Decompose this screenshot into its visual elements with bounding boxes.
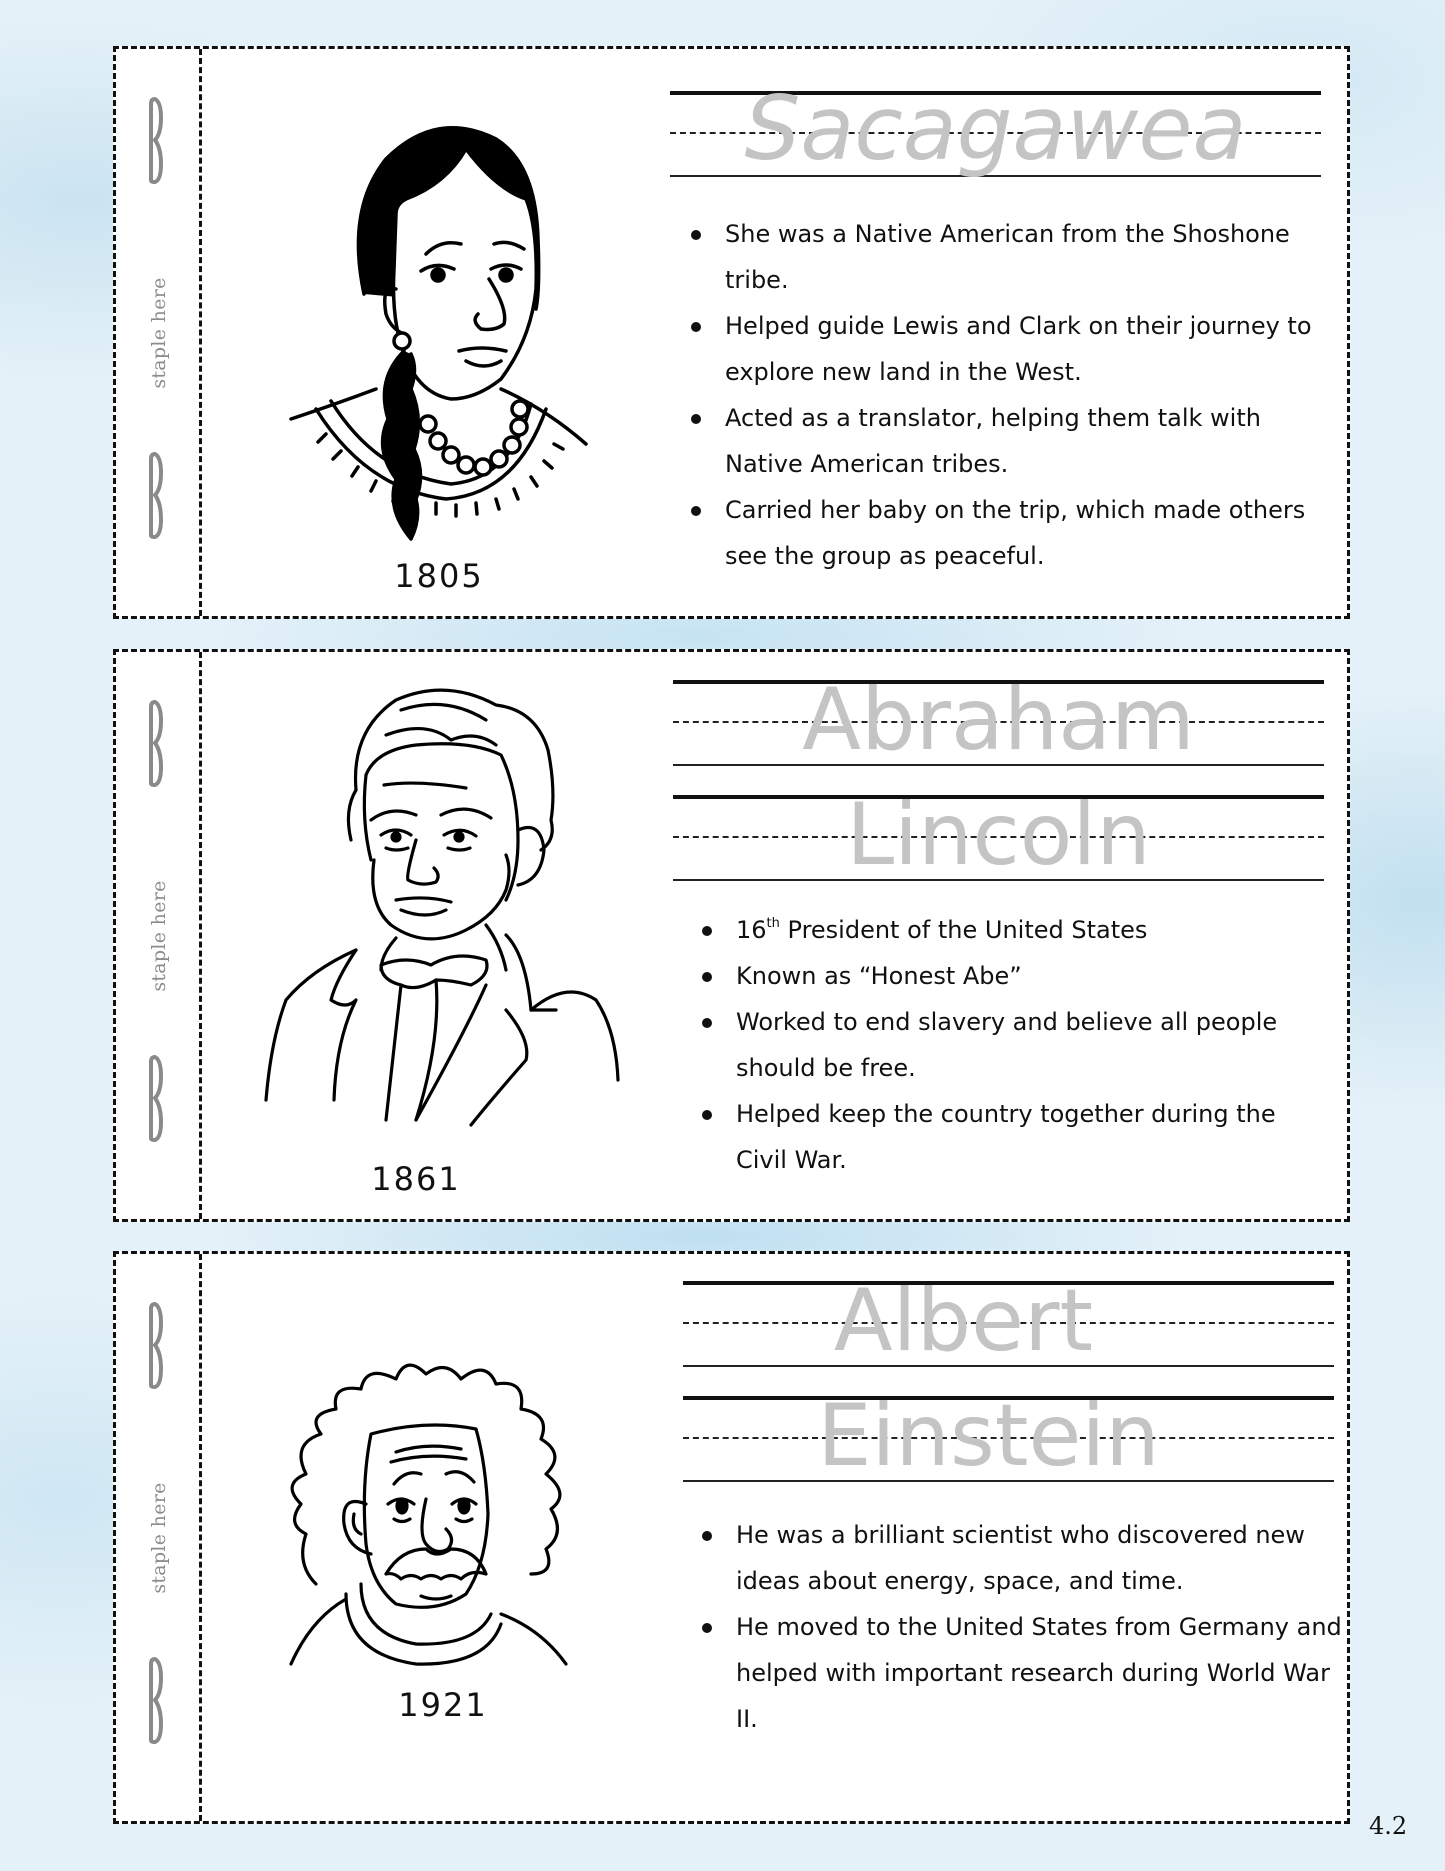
staple-icon	[146, 699, 166, 787]
lincoln-portrait-icon	[256, 680, 626, 1130]
fact-item: Worked to end slavery and believe all people should be free.	[694, 999, 1334, 1091]
staple-icon	[146, 1301, 166, 1389]
name-tracing-lines	[670, 77, 1321, 180]
einstein-portrait-icon	[276, 1334, 596, 1694]
name-tracing-lines-row-2	[683, 1386, 1334, 1486]
staple-icon	[146, 1054, 166, 1142]
facts-list	[683, 211, 1323, 579]
sacagawea-portrait-icon	[246, 89, 606, 559]
name-tracing-lines-row-1	[673, 670, 1324, 770]
name-tracing-text: Lincoln	[846, 785, 1151, 885]
name-tracing-lines-row-1	[683, 1271, 1334, 1371]
year-label: 1921	[398, 1686, 488, 1724]
staple-icon	[146, 451, 166, 539]
name-tracing-text: Abraham	[802, 670, 1195, 770]
facts-list	[694, 907, 1334, 1183]
staple-here-label: staple here	[148, 879, 170, 992]
fact-item: He was a brilliant scientist who discovered new ideas about energy, space, and time.	[694, 1512, 1344, 1604]
fact-item: Known as “Honest Abe”	[694, 953, 1334, 999]
fact-item: Helped guide Lewis and Clark on their journey to explore new land in the West.	[683, 303, 1323, 395]
staple-here-label: staple here	[148, 1481, 170, 1594]
name-tracing-lines-row-2	[673, 785, 1324, 885]
staple-spine	[116, 1254, 202, 1821]
fact-item: Carried her baby on the trip, which made others see the group as peaceful.	[683, 487, 1323, 579]
year-label: 1805	[394, 557, 484, 595]
fact-item: He moved to the United States from Germany and helped with important research during World War II.	[694, 1604, 1344, 1742]
staple-spine	[116, 652, 202, 1219]
card-albert-einstein	[113, 1251, 1350, 1824]
name-tracing-text: Albert	[833, 1271, 1094, 1371]
card-sacagawea	[113, 46, 1350, 619]
fact-item: She was a Native American from the Shoshone tribe.	[683, 211, 1323, 303]
staple-icon	[146, 96, 166, 184]
fact-item: 16th President of the United States	[694, 907, 1334, 953]
fact-item: Helped keep the country together during the Civil War.	[694, 1091, 1334, 1183]
staple-here-label: staple here	[148, 276, 170, 389]
staple-icon	[146, 1656, 166, 1744]
page-number: 4.2	[1369, 1812, 1408, 1840]
facts-list	[694, 1512, 1344, 1742]
year-label: 1861	[371, 1160, 461, 1198]
fact-item: Acted as a translator, helping them talk with Native American tribes.	[683, 395, 1323, 487]
name-tracing-text: Einstein	[817, 1386, 1160, 1486]
staple-spine	[116, 49, 202, 616]
card-abraham-lincoln	[113, 649, 1350, 1222]
name-tracing-text: Sacagawea	[744, 77, 1247, 180]
